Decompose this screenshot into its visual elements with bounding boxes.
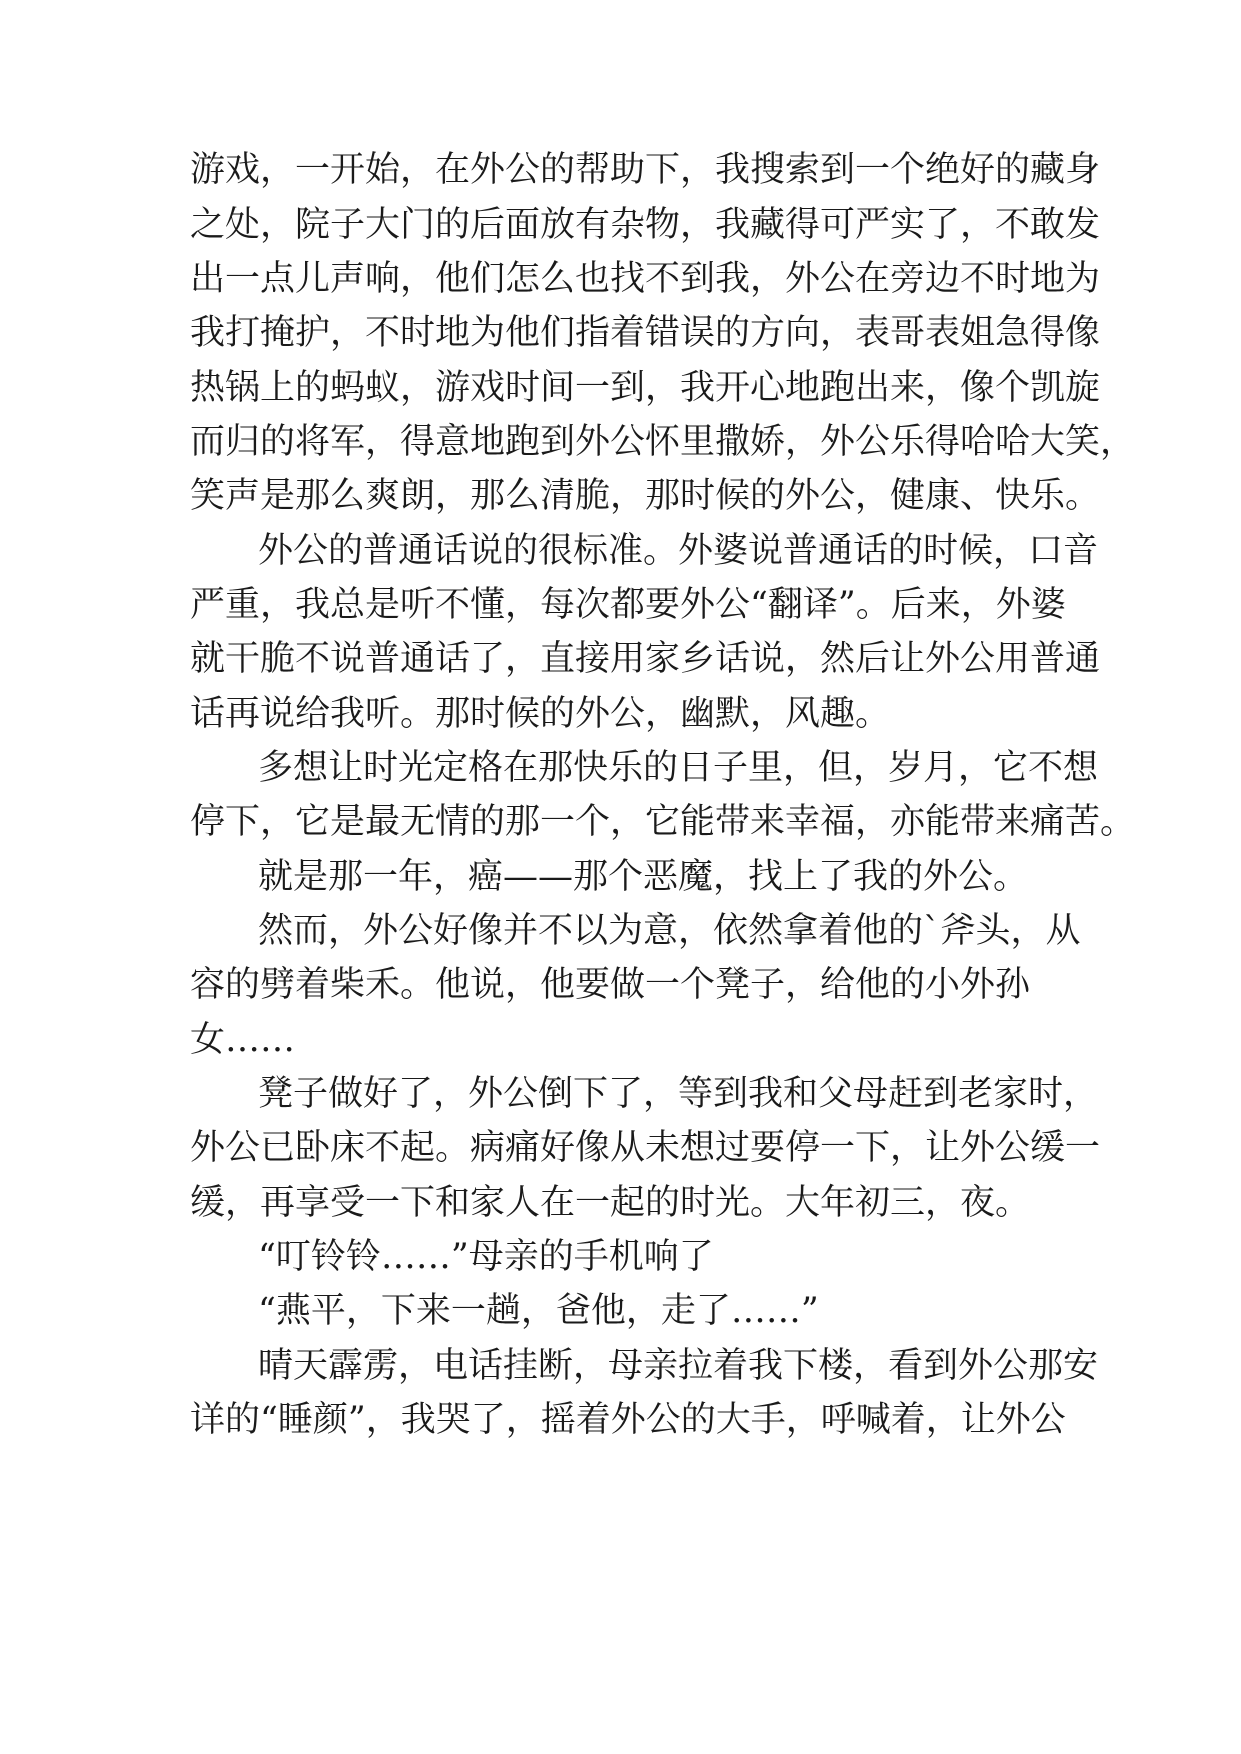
text-line: 详的“睡颜”，我哭了，摇着外公的大手，呼喊着，让外公 (190, 1400, 1066, 1440)
text-line: 外公已卧床不起。病痛好像从未想过要停一下，让外公缓一 (190, 1128, 1101, 1168)
text-line: 停下，它是最无情的那一个，它能带来幸福，亦能带来痛苦。 (190, 802, 1136, 842)
text-line: 女…… (190, 1020, 296, 1060)
paragraph-first-line: 晴天霹雳，电话挂断，母亲拉着我下楼，看到外公那安 (258, 1346, 1099, 1386)
paragraph-first-line: 就是那一年，癌——那个恶魔，找上了我的外公。 (258, 857, 1029, 897)
text-line: 缓，再享受一下和家人在一起的时光。大年初三，夜。 (190, 1183, 1031, 1223)
text-line: 笑声是那么爽朗，那么清脆，那时候的外公，健康、快乐。 (190, 476, 1101, 516)
text-line: 之处，院子大门的后面放有杂物，我藏得可严实了，不敢发 (190, 205, 1101, 245)
text-line: 出一点儿声响，他们怎么也找不到我，外公在旁边不时地为 (190, 259, 1101, 299)
text-line: 而归的将军，得意地跑到外公怀里撒娇，外公乐得哈哈大笑， (190, 422, 1136, 462)
text-line: 我打掩护，不时地为他们指着错误的方向，表哥表姐急得像 (190, 313, 1101, 353)
text-line: 游戏，一开始，在外公的帮助下，我搜索到一个绝好的藏身 (190, 150, 1101, 190)
paragraph-first-line: 凳子做好了，外公倒下了，等到我和父母赶到老家时， (258, 1074, 1099, 1114)
dialogue-line: “燕平，下来一趟，爸他，走了……” (258, 1291, 819, 1331)
text-line: 严重，我总是听不懂，每次都要外公“翻译”。后来，外婆 (190, 585, 1066, 625)
paragraph-first-line: 外公的普通话说的很标准。外婆说普通话的时候，口音 (258, 531, 1099, 571)
dialogue-line: “叮铃铃……”母亲的手机响了 (258, 1237, 714, 1277)
paragraph-first-line: 然而，外公好像并不以为意，依然拿着他的`斧头，从 (258, 911, 1081, 951)
text-line: 热锅上的蚂蚁，游戏时间一到，我开心地跑出来，像个凯旋 (190, 368, 1101, 408)
text-line: 就干脆不说普通话了，直接用家乡话说，然后让外公用普通 (190, 639, 1101, 679)
text-line: 容的劈着柴禾。他说，他要做一个凳子，给他的小外孙 (190, 965, 1031, 1005)
paragraph-first-line: 多想让时光定格在那快乐的日子里，但，岁月，它不想 (258, 748, 1099, 788)
text-line: 话再说给我听。那时候的外公，幽默，风趣。 (190, 694, 891, 734)
